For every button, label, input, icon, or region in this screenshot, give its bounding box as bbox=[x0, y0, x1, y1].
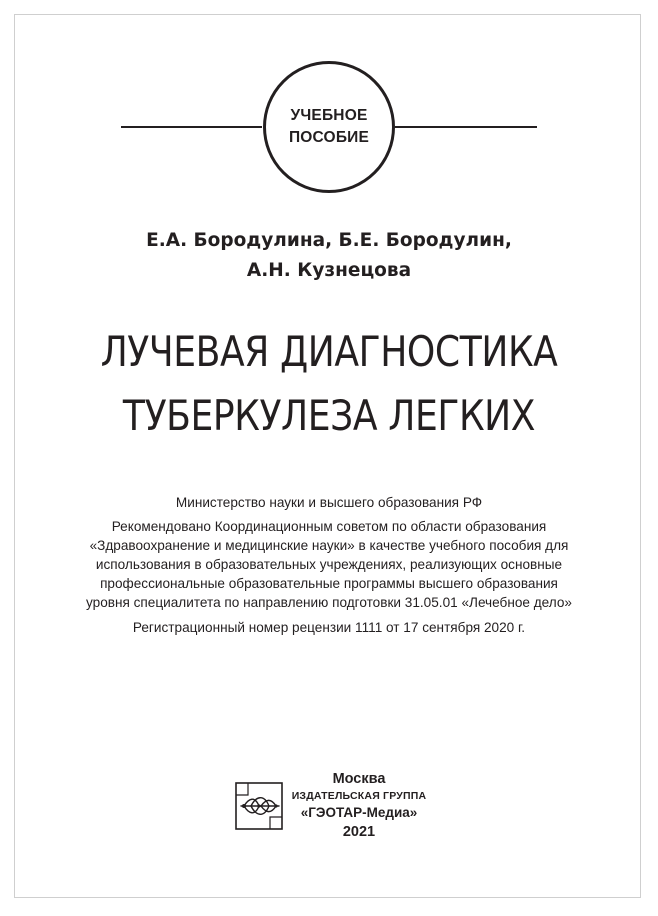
book-title-line2: ТУБЕРКУЛЕЗА ЛЕГКИХ bbox=[122, 391, 536, 440]
geotar-logo-icon bbox=[235, 782, 283, 830]
publisher-group: ИЗДАТЕЛЬСКАЯ ГРУППА bbox=[291, 790, 427, 802]
authors-line1: Е.А. Бородулина, Б.Е. Бородулин, bbox=[146, 230, 512, 251]
registration-line: Регистрационный номер рецензии 1111 от 17 сентября 2020 г. bbox=[132, 620, 526, 635]
ministry-line: Министерство науки и высшего образования РФ bbox=[175, 495, 483, 510]
recommendation-line: Рекомендовано Координационным советом по области образования bbox=[111, 519, 547, 534]
recommendation-paragraph bbox=[0, 517, 658, 612]
publication-year: 2021 bbox=[342, 824, 376, 840]
publisher-text bbox=[280, 770, 438, 842]
book-title bbox=[46, 320, 612, 448]
book-title-line1: ЛУЧЕВАЯ ДИАГНОСТИКА bbox=[100, 327, 558, 376]
badge-circle bbox=[263, 61, 395, 193]
authors bbox=[0, 226, 658, 286]
publisher-city: Москва bbox=[332, 771, 386, 787]
recommendation-line: уровня специалитета по направлению подготовки 31.05.01 «Лечебное дело» bbox=[86, 595, 572, 610]
badge-line-right bbox=[395, 126, 537, 128]
badge-text-line1: УЧЕБНОЕ bbox=[290, 107, 368, 124]
recommendation-line: использования в образовательных учреждениях, реализующих основные bbox=[95, 557, 563, 572]
recommendation-line: «Здравоохранение и медицинские науки» в качестве учебного пособия для bbox=[89, 538, 569, 553]
publisher-block bbox=[228, 770, 438, 850]
recommendation-line: профессиональные образовательные программы высшего образования bbox=[100, 576, 558, 591]
badge-text-line2: ПОСОБИЕ bbox=[288, 129, 370, 146]
publisher-name: «ГЭОТАР-Медиа» bbox=[300, 805, 418, 820]
badge-line-left bbox=[121, 126, 262, 128]
recommendation-block bbox=[0, 493, 658, 637]
authors-line2: А.Н. Кузнецова bbox=[246, 260, 412, 281]
